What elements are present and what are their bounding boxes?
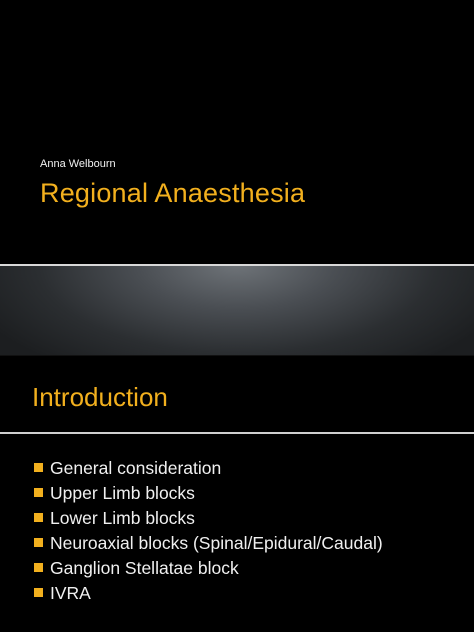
introduction-slide	[0, 356, 474, 632]
list-item	[34, 456, 383, 481]
list-item	[34, 481, 383, 506]
band-top-rule	[0, 264, 474, 266]
list-item	[34, 556, 383, 581]
list-item	[34, 506, 383, 531]
square-bullet-icon	[34, 588, 43, 597]
square-bullet-icon	[34, 513, 43, 522]
square-bullet-icon	[34, 463, 43, 472]
list-item-text: Ganglion Stellatae block	[50, 558, 239, 578]
list-item-text: General consideration	[50, 458, 222, 478]
square-bullet-icon	[34, 488, 43, 497]
slide-heading: Introduction	[32, 382, 168, 412]
slide-title: Regional Anaesthesia	[40, 178, 306, 208]
list-item-text: Lower Limb blocks	[50, 508, 195, 528]
decorative-gradient-band	[0, 264, 474, 355]
heading-rule	[0, 432, 474, 434]
list-item-text: Neuroaxial blocks (Spinal/Epidural/Caudal)	[50, 533, 383, 553]
bullet-list	[34, 456, 383, 606]
list-item	[34, 581, 383, 606]
square-bullet-icon	[34, 563, 43, 572]
list-item	[34, 531, 383, 556]
author-name: Anna Welbourn	[40, 158, 116, 170]
list-item-text: Upper Limb blocks	[50, 483, 195, 503]
square-bullet-icon	[34, 538, 43, 547]
list-item-text: IVRA	[50, 583, 91, 603]
